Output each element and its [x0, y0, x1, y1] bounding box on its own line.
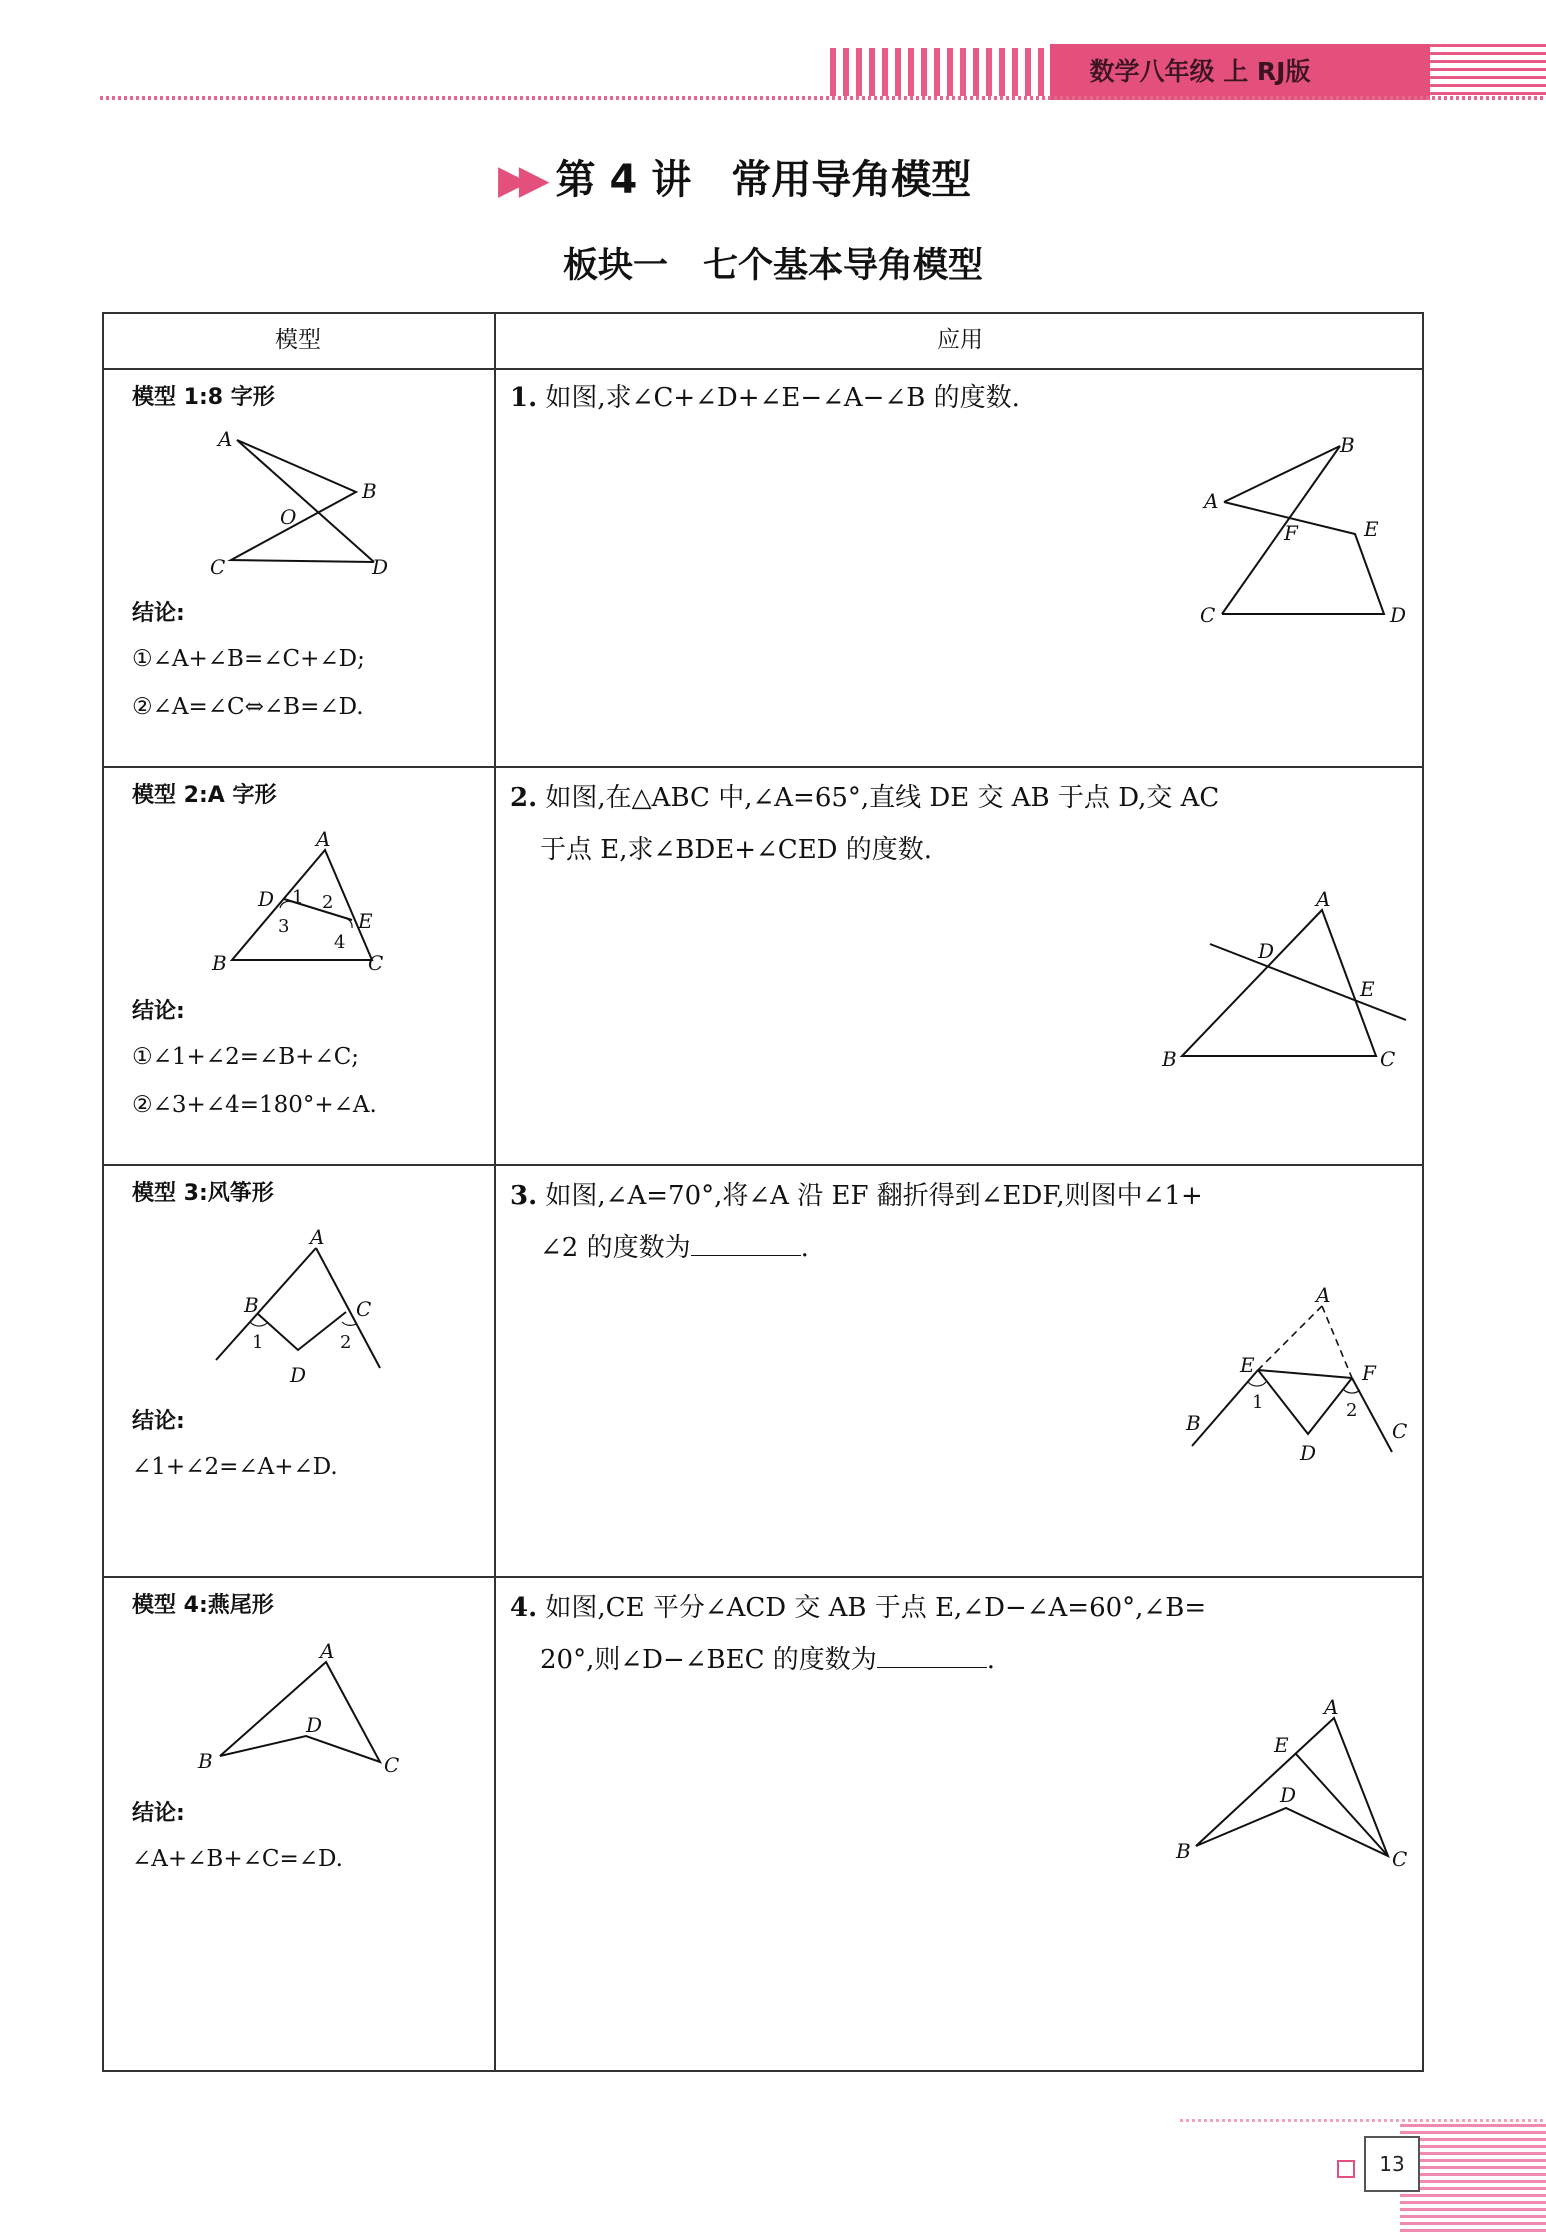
- model-title: 模型 4:燕尾形: [132, 1593, 274, 1618]
- model-title: 模型 3:风筝形: [132, 1181, 274, 1206]
- label-C: C: [384, 1753, 400, 1777]
- label-E: E: [1364, 517, 1379, 541]
- label-C: C: [1380, 1047, 1396, 1071]
- label-1: 1: [1252, 1392, 1264, 1413]
- problem-3: [510, 1170, 1410, 1274]
- label-C: C: [1392, 1419, 1408, 1443]
- conclusion-line: ∠A+∠B+∠C=∠D.: [132, 1846, 343, 1872]
- label-D: D: [306, 1713, 323, 1737]
- label-3: 3: [278, 916, 290, 937]
- label-F: F: [1362, 1361, 1376, 1385]
- problem-number: 1.: [510, 383, 538, 413]
- footer-rule: [1180, 2119, 1546, 2122]
- answer-blank[interactable]: [691, 1229, 801, 1256]
- label-A: A: [310, 1225, 325, 1249]
- label-B: B: [1162, 1047, 1177, 1071]
- problem-text: 于点 E,求∠BDE+∠CED 的度数.: [540, 835, 933, 865]
- label-1: 1: [292, 887, 304, 908]
- conclusion-line: ∠1+∠2=∠A+∠D.: [132, 1454, 338, 1480]
- column-divider: [494, 312, 496, 2072]
- conclusion-line: ②∠A=∠C⇔∠B=∠D.: [132, 694, 364, 720]
- label-4: 4: [334, 932, 346, 953]
- problem-text: 20°,则∠D−∠BEC 的度数为: [540, 1645, 877, 1675]
- problem-text-end: .: [800, 1233, 809, 1263]
- problem-2: [510, 772, 1410, 876]
- label-B: B: [212, 951, 227, 975]
- problem-text: 如图,在△ABC 中,∠A=65°,直线 DE 交 AB 于点 D,交 AC: [545, 783, 1220, 813]
- label-E: E: [358, 909, 373, 933]
- page-marker-icon: [1337, 2160, 1355, 2178]
- lecture-title-text: 第 4 讲 常用导角模型: [555, 157, 972, 203]
- header-row-divider: [102, 368, 1424, 370]
- label-C: C: [356, 1297, 372, 1321]
- label-D: D: [1258, 939, 1275, 963]
- footer-decoration: [1400, 2124, 1546, 2232]
- label-B: B: [1176, 1839, 1191, 1863]
- label-D: D: [258, 887, 275, 911]
- book-label: 数学八年级 上 RJ版: [1089, 57, 1311, 86]
- label-D: D: [1300, 1441, 1317, 1465]
- label-B: B: [1186, 1411, 1201, 1435]
- label-D: D: [372, 555, 389, 579]
- page-number: 13: [1364, 2136, 1420, 2192]
- header-decoration: [1430, 44, 1546, 100]
- answer-blank[interactable]: [877, 1641, 987, 1668]
- row-divider: [102, 766, 1424, 768]
- conclusion-label: 结论:: [132, 1409, 185, 1434]
- problem-text-end: .: [986, 1645, 996, 1675]
- section-title: 板块一 七个基本导角模型: [562, 245, 983, 286]
- problem-number: 3.: [510, 1181, 538, 1211]
- conclusion-label: 结论:: [132, 999, 185, 1024]
- label-B: B: [244, 1293, 259, 1317]
- label-C: C: [368, 951, 384, 975]
- double-arrow-icon: ▶▶: [498, 157, 540, 203]
- conclusion-label: 结论:: [132, 1801, 185, 1826]
- label-A: A: [320, 1639, 335, 1663]
- problem-text: 如图,∠A=70°,将∠A 沿 EF 翻折得到∠EDF,则图中∠1+: [545, 1181, 1203, 1211]
- label-2: 2: [322, 892, 334, 913]
- problem-text: ∠2 的度数为: [540, 1233, 691, 1263]
- row-divider: [102, 1164, 1424, 1166]
- conclusion-line: ①∠1+∠2=∠B+∠C;: [132, 1044, 360, 1070]
- label-A: A: [1204, 489, 1219, 513]
- problem-text: 如图,求∠C+∠D+∠E−∠A−∠B 的度数.: [545, 383, 1020, 413]
- label-A: A: [1316, 1283, 1331, 1307]
- label-C: C: [1200, 603, 1216, 627]
- label-B: B: [198, 1749, 213, 1773]
- label-2: 2: [340, 1332, 352, 1353]
- problem-number: 2.: [510, 783, 538, 813]
- conclusion-line: ①∠A+∠B=∠C+∠D;: [132, 646, 365, 672]
- label-E: E: [1360, 977, 1375, 1001]
- label-B: B: [1340, 433, 1355, 457]
- label-C: C: [1392, 1847, 1408, 1871]
- row-divider: [102, 1576, 1424, 1578]
- label-A: A: [1316, 887, 1331, 911]
- column-header-apply: 应用: [937, 327, 983, 353]
- label-1: 1: [252, 1332, 264, 1353]
- model-title: 模型 2:A 字形: [132, 783, 277, 808]
- label-D: D: [290, 1363, 307, 1387]
- label-C: C: [210, 555, 226, 579]
- lecture-title: [498, 150, 971, 210]
- model-title: 模型 1:8 字形: [132, 385, 275, 410]
- label-A: A: [316, 827, 331, 851]
- problem-1: [510, 372, 1410, 424]
- conclusion-line: ②∠3+∠4=180°+∠A.: [132, 1092, 377, 1118]
- label-A: A: [218, 427, 233, 451]
- label-B: B: [362, 479, 377, 503]
- header-stripes: [830, 48, 1050, 96]
- column-header-model: 模型: [275, 327, 321, 353]
- label-F: F: [1284, 521, 1298, 545]
- problem-text: 如图,CE 平分∠ACD 交 AB 于点 E,∠D−∠A=60°,∠B=: [545, 1593, 1207, 1623]
- conclusion-label: 结论:: [132, 601, 185, 626]
- label-E: E: [1274, 1733, 1289, 1757]
- label-A: A: [1324, 1695, 1339, 1719]
- problem-4: [510, 1582, 1410, 1686]
- problem-number: 4.: [510, 1593, 538, 1623]
- header-rule: [100, 96, 1546, 100]
- label-D: D: [1390, 603, 1407, 627]
- label-D: D: [1280, 1783, 1297, 1807]
- label-E: E: [1240, 1353, 1255, 1377]
- label-O: O: [280, 505, 297, 529]
- label-2: 2: [1346, 1400, 1358, 1421]
